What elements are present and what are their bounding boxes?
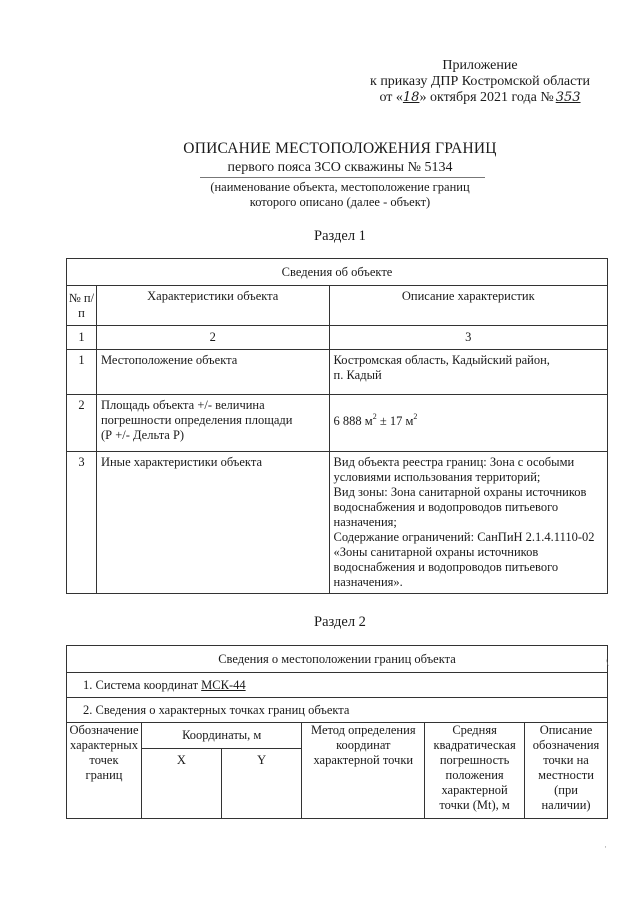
header-number: № п/п [67,286,97,326]
section-1-heading: Раздел 1 [314,228,366,244]
header-designation: Обозначение характерных точек границ [67,723,142,819]
section-2-heading: Раздел 2 [314,614,366,630]
appendix-date: от «18» октября 2021 года № 353 [340,90,620,106]
appendix-title: Приложение [442,58,518,73]
header-characteristics: Характеристики объекта [96,286,329,326]
scan-mark: \ [606,658,609,668]
table-row: 3 Иные характеристики объекта Вид объекта реестра границ: Зона с особыми условиями использования территорий; Вид зоны: Зона санитарной охраны источников водоснабжения и водопроводов питьевого назначения; Содержание ограничений: СанПиН 2.1.4.1110-02 «Зоны санитарной охраны источников водоснабжения и водопроводов питьевого назначения». [67,452,608,594]
subtitle-rule [200,177,485,178]
table-row: 1 Местоположение объекта Костромская область, Кадыйский район, п. Кадый [67,350,608,395]
coordinate-system-value: МСК-44 [201,677,246,692]
table-title: Сведения об объекте [67,259,608,286]
appendix-day: 18 [402,90,420,105]
table-row: 2 Площадь объекта +/- величина погрешности определения площади (Р +/- Дельта Р) 6 888 $м^2 \pm 17$ $м^2$ [67,395,608,452]
header-mean-error: Средняя квадратическая погрешность положения характерной точки (Mt), м [425,723,525,819]
header-y: Y [221,749,302,819]
col-number-1: 1 [67,326,97,350]
header-description: Описание характеристик [329,286,607,326]
scan-mark: · [604,842,607,852]
characteristic-points-label: 2. Сведения о характерных точках границ объекта [67,698,608,723]
header-point-description: Описание обозначения точки на местности (при наличии) [525,723,608,819]
table-title: Сведения о местоположении границ объекта [67,646,608,673]
appendix-order: к приказу ДПР Костромской области [370,74,590,89]
header-method: Метод определения координат характерной точки [302,723,425,819]
document-title: ОПИСАНИЕ МЕСТОПОЛОЖЕНИЯ ГРАНИЦ [183,140,497,157]
boundary-location-table [66,645,608,819]
area-value: 6 888 $м^2 \pm 17$ $м^2$ [329,395,607,452]
coordinate-system: 1. Система координат МСК-44 [67,673,608,698]
object-caption: (наименование объекта, местоположение границ которого описано (далее - объект) [210,180,470,209]
col-number-3: 3 [329,326,607,350]
col-number-2: 2 [96,326,329,350]
header-coordinates: Координаты, м [141,723,301,749]
appendix-number: 353 [555,90,581,105]
object-info-table [66,258,608,594]
document-subtitle: первого пояса ЗСО скважины № 5134 [227,160,453,175]
header-x: X [141,749,221,819]
appendix-block [340,58,620,106]
